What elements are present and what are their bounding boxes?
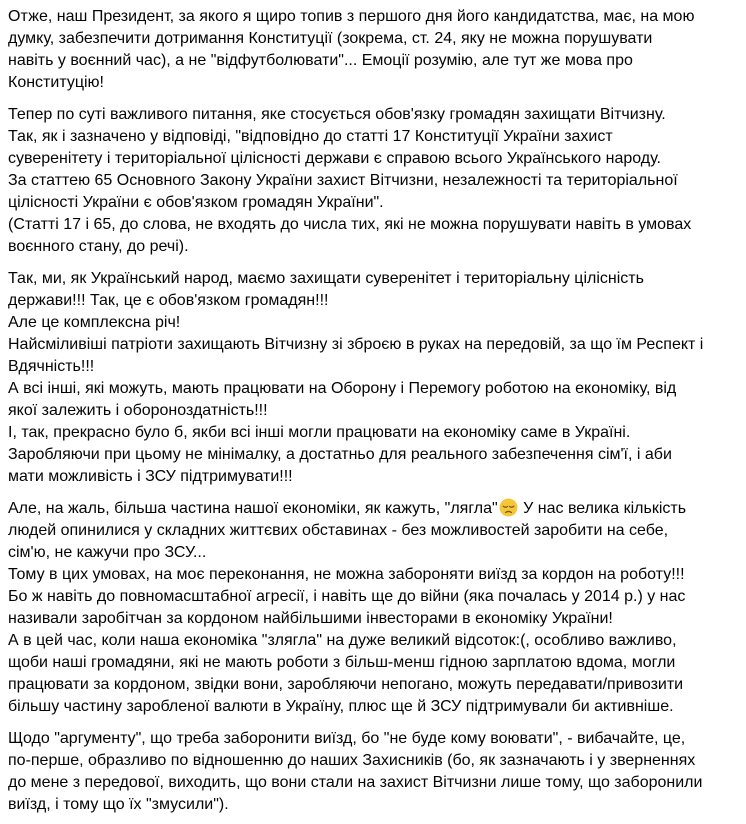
pensive-face-emoji — [499, 498, 518, 517]
post-paragraph: Отже, наш Президент, за якого я щиро топив з першого дня його кандидатства, має, на мою думку, забезпечити дотримання Конституції (зокрема, ст. 24, яку не можна порушувати навіть у воєнний час), а не "відфутболювати"... Емоції розумію, але тут же мова про Конституцію! — [8, 8, 695, 91]
post-paragraph: Але, на жаль, більша частина нашої економіки, як кажуть, "лягла" У нас велика кількість людей опинилися у складних життєвих обставинах - без можливостей заробити на себе, сім'ю, не кажучи про ЗСУ... Тому в цих умовах, на моє переконання, не можна забороняти виїзд за кордон на роботу!!! Бо ж навіть до повномасштабної агресії, і навіть ще до війни (яка почалась у 2014 р.) у нас називали заробітчан за кордоном найбільшими інвесторами в економіку України! А в цей час, коли наша економіка "злягла" на дуже великий відсоток:(, особливо важливо, щоби наші громадяни, які не мають роботи з більш-менш гідною зарплатою вдома, могли працювати за кордоном, звідки вони, заробляючи непогано, можуть передавати/привозити більшу частину заробленої валюти в Україну, плюс ще й ЗСУ підтримували би активніше. — [8, 500, 687, 715]
post-paragraph: Щодо "аргументу", що треба заборонити виїзд, бо "не буде кому воювати", - вибачайте, це, по-перше, образливо по відношенню до наших Захисників (бо, як зазначають і у зверненнях до мене з передової, виходить, що вони стали на захист Вітчизни лише тому, що заборонили виїзд, і тому що їх "змусили"). — [8, 730, 703, 813]
post-paragraph: Так, ми, як Український народ, маємо захищати суверенітет і територіальну цілісність держави!!! Так, це є обов'язком громадян!!! Але це комплексна річ! Найсміливіші патріоти захищають Вітчизну зі зброєю в руках на передовій, за що їм Респект і Вдячність!!! А всі інші, які можуть, мають працювати на Оборону і Перемогу роботою на економіку, від якої залежить і обороноздатність!!! І, так, прекрасно було б, якби всі інші могли працювати на економіку саме в Україні. Заробляючи при цьому не мінімалку, а достатньо для реального забезпечення сім'ї, і аби мати можливість і ЗСУ підтримувати!!! — [8, 270, 704, 485]
post-paragraph: Тепер по суті важливого питання, яке стосується обов'язку громадян захищати Вітчизну. Так, як і зазначено у відповіді, "відповідно до статті 17 Конституції України захист суверенітету і територіальної цілісності держави є справою всього Українського народу. За статтею 65 Основного Закону України захист Вітчизни, незалежності та територіальної цілісності України є обов'язком громадян України". (Статті 17 і 65, до слова, не входять до числа тих, які не можна порушувати навіть в умовах воєнного стану, до речі). — [8, 106, 692, 255]
